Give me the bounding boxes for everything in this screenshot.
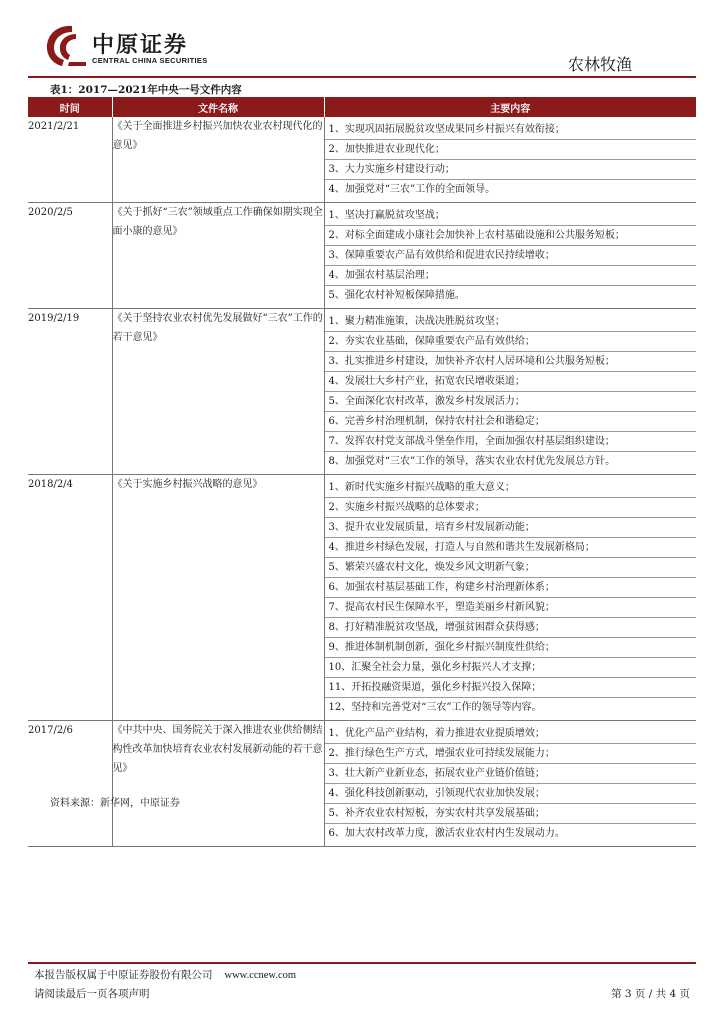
content-point: 7、发挥农村党支部战斗堡垒作用，全面加强农村基层组织建设；	[325, 431, 697, 451]
content-point: 8、加强党对“三农”工作的领导，落实农业农村优先发展总方针。	[325, 451, 697, 471]
page-number: 第 3 页 / 共 4 页	[611, 988, 690, 1000]
column-header-content: 主要内容	[324, 97, 696, 117]
content-point: 1、坚决打赢脱贫攻坚战；	[328, 210, 445, 221]
content-point: 4、加强农村基层治理；	[325, 265, 697, 285]
table-title: 表1：2017—2021年中央一号文件内容	[50, 84, 242, 96]
logo-english-name: CENTRAL CHINA SECURITIES	[92, 56, 208, 65]
footer-website-link[interactable]: www.ccnew.com	[224, 970, 297, 981]
content-point: 7、提高农村民生保障水平，塑造美丽乡村新风貌；	[325, 597, 697, 617]
content-point: 8、打好精准脱贫攻坚战，增强贫困群众获得感；	[325, 617, 697, 637]
footer-copyright-line	[34, 967, 296, 982]
table-row	[28, 309, 696, 475]
table-row	[28, 203, 696, 309]
row-content-cell	[324, 475, 696, 721]
content-point: 3、大力实施乡村建设行动；	[325, 159, 697, 179]
footer-copyright: 本报告版权属于中原证券股份有限公司	[34, 969, 213, 981]
row-document-title: 《关于实施乡村振兴战略的意见》	[112, 475, 324, 721]
header-rule	[28, 76, 696, 78]
content-point: 4、推进乡村绿色发展，打造人与自然和谐共生发展新格局；	[325, 537, 697, 557]
footer-rule	[28, 962, 696, 964]
table-row	[28, 117, 696, 203]
row-content-cell	[324, 721, 696, 847]
row-content-cell	[324, 203, 696, 309]
content-point: 11、开拓投融资渠道，强化乡村振兴投入保障；	[325, 677, 697, 697]
footer-disclaimer: 请阅读最后一页各项声明	[34, 988, 150, 1000]
content-point: 4、发展壮大乡村产业，拓宽农民增收渠道；	[325, 371, 697, 391]
content-point: 3、提升农业发展质量，培育乡村发展新动能；	[325, 517, 697, 537]
content-point: 2、推行绿色生产方式，增强农业可持续发展能力；	[325, 743, 697, 763]
content-point: 10、汇聚全社会力量，强化乡村振兴人才支撑；	[325, 657, 697, 677]
content-point-list	[325, 203, 697, 308]
table-header-row	[28, 97, 696, 117]
content-point: 9、推进体制机制创新，强化乡村振兴制度性供给；	[325, 637, 697, 657]
content-point: 2、对标全面建成小康社会加快补上农村基础设施和公共服务短板；	[325, 225, 697, 245]
content-point: 4、加强党对“三农”工作的全面领导。	[325, 179, 697, 199]
row-date: 2020/2/5	[28, 203, 112, 309]
row-date: 2017/2/6	[28, 721, 112, 847]
source-note: 资料来源：新华网，中原证券	[50, 798, 180, 809]
row-date: 2018/2/4	[28, 475, 112, 721]
policy-documents-table	[28, 97, 696, 847]
row-document-title: 《关于坚持农业农村优先发展做好“三农”工作的若干意见》	[112, 309, 324, 475]
row-date: 2019/2/19	[28, 309, 112, 475]
content-point: 5、补齐农业农村短板，夯实农村共享发展基础；	[325, 803, 697, 823]
content-point: 6、加强农村基层基础工作，构建乡村治理新体系；	[325, 577, 697, 597]
content-point-list	[325, 117, 697, 202]
logo-mark-icon	[42, 22, 88, 68]
logo-chinese-name: 中原证券	[92, 33, 189, 58]
row-content-cell	[324, 117, 696, 203]
content-point: 3、壮大新产业新业态，拓展农业产业链价值链；	[325, 763, 697, 783]
content-point: 4、强化科技创新驱动，引领现代农业加快发展；	[325, 783, 697, 803]
content-point: 5、繁荣兴盛农村文化，焕发乡风文明新气象；	[325, 557, 697, 577]
content-point: 2、加快推进农业现代化；	[325, 139, 697, 159]
row-document-title: 《关于全面推进乡村振兴加快农业农村现代化的意见》	[112, 117, 324, 203]
content-point: 1、聚力精准施策，决战决胜脱贫攻坚；	[328, 316, 505, 327]
content-point: 5、强化农村补短板保障措施。	[325, 285, 697, 305]
content-point: 6、加大农村改革力度，激活农业农村内生发展动力。	[325, 823, 697, 843]
table-row	[28, 721, 696, 847]
content-point: 1、新时代实施乡村振兴战略的重大意义；	[328, 482, 515, 493]
row-document-title: 《中共中央、国务院关于深入推进农业供给侧结构性改革加快培育农业农村发展新动能的若干意见》	[112, 721, 324, 847]
content-point-list	[325, 475, 697, 720]
row-date: 2021/2/21	[28, 117, 112, 203]
content-point: 3、保障重要农产品有效供给和促进农民持续增收；	[325, 245, 697, 265]
column-header-document: 文件名称	[112, 97, 324, 117]
table-row	[28, 475, 696, 721]
content-point: 1、优化产品产业结构，着力推进农业提质增效；	[328, 728, 545, 739]
row-content-cell	[324, 309, 696, 475]
content-point: 3、扎实推进乡村建设，加快补齐农村人居环境和公共服务短板；	[325, 351, 697, 371]
row-document-title: 《关于抓好“三农”领域重点工作确保如期实现全面小康的意见》	[112, 203, 324, 309]
content-point: 12、坚持和完善党对“三农”工作的领导等内容。	[325, 697, 697, 717]
content-point: 2、实施乡村振兴战略的总体要求；	[325, 497, 697, 517]
content-point: 5、全面深化农村改革，激发乡村发展活力；	[325, 391, 697, 411]
content-point: 6、完善乡村治理机制，保持农村社会和谐稳定；	[325, 411, 697, 431]
report-section-label: 农林牧渔	[567, 55, 632, 74]
content-point: 1、实现巩固拓展脱贫攻坚成果同乡村振兴有效衔接；	[328, 124, 565, 135]
column-header-date: 时间	[28, 97, 112, 117]
content-point-list	[325, 309, 697, 474]
company-logo	[42, 22, 222, 68]
content-point: 2、夯实农业基础，保障重要农产品有效供给；	[325, 331, 697, 351]
content-point-list	[325, 721, 697, 846]
